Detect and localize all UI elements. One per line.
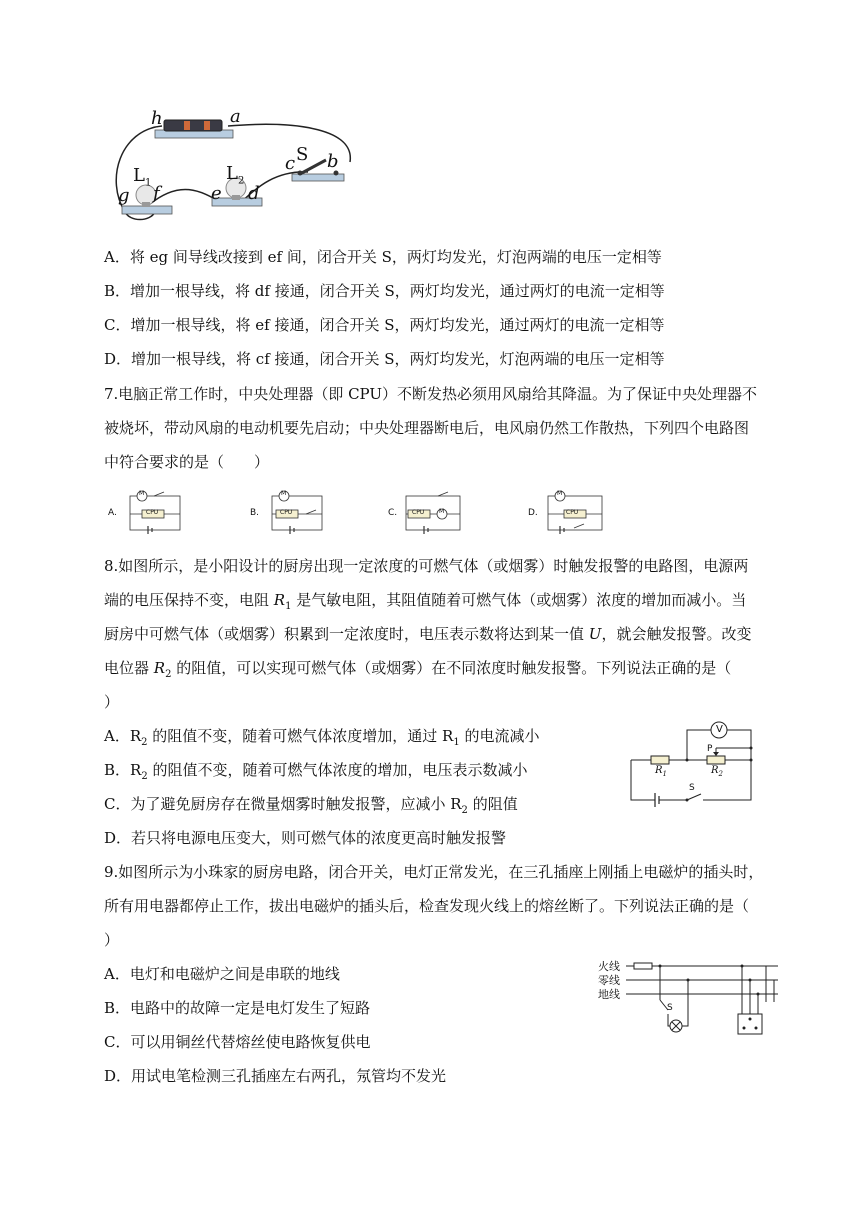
q6-label-b: b xyxy=(327,151,339,172)
q7-circuit-d-label: D. xyxy=(528,508,538,518)
q8-voltmeter-label: V xyxy=(716,724,723,735)
q7-circuit-d xyxy=(528,488,608,538)
q9-option-a: A．电灯和电磁炉之间是串联的地线 xyxy=(104,965,340,983)
q6-label-g: g xyxy=(118,185,130,206)
q7-circuit-c-motor: M xyxy=(439,508,445,515)
q6-label-e: e xyxy=(211,183,222,204)
q8-stem-line-2: 端的电压保持不变，电阻 $R_1$ 是气敏电阻，其阻值随着可燃气体（或烟雾）浓度的增加而减小。当 xyxy=(104,591,747,612)
q8-r2-label: $R_2$ xyxy=(711,765,723,778)
q6-option-a: A．将 eg 间导线改接到 ef 间，闭合开关 S，两灯均发光，灯泡两端的电压一定相等 xyxy=(104,248,662,266)
q6-option-b: B．增加一根导线，将 df 接通，闭合开关 S，两灯均发光，通过两灯的电流一定相等 xyxy=(104,282,665,300)
q9-neutral-wire-label: 零线 xyxy=(598,974,620,987)
q6-option-c: C．增加一根导线，将 ef 接通，闭合开关 S，两灯均发光，通过两灯的电流一定相等 xyxy=(104,316,665,334)
q8-switch-label: S xyxy=(689,783,695,793)
q8-option-a: A．$R_2$ 的阻值不变，随着可燃气体浓度增加，通过 $R_1$ 的电流减小 xyxy=(104,727,540,748)
q7-circuit-b xyxy=(250,488,330,538)
q7-circuit-b-motor: M xyxy=(281,490,287,497)
q6-label-f: f xyxy=(153,183,160,204)
q6-label-a: a xyxy=(230,106,241,127)
q7-circuit-d-cpu: CPU xyxy=(566,509,579,516)
q8-r1-label: $R_1$ xyxy=(655,765,667,778)
q7-circuit-d-motor: M xyxy=(557,490,563,497)
q8-slider-label: P xyxy=(707,744,713,754)
q7-circuit-a-label: A. xyxy=(108,508,117,518)
q6-label-l2: $L_2$ xyxy=(226,163,245,187)
q8-stem-line-1: 8.如图所示，是小阳设计的厨房出现一定浓度的可燃气体（或烟雾）时触发报警的电路图，电源两 xyxy=(104,557,749,575)
q6-label-c: c xyxy=(285,153,296,174)
q9-option-b: B．电路中的故障一定是电灯发生了短路 xyxy=(104,999,371,1017)
q7-circuit-a xyxy=(108,488,188,538)
q9-household-circuit-figure xyxy=(626,958,781,1042)
q6-label-l1: $L_1$ xyxy=(133,165,152,189)
q7-stem-line-2: 被烧坏，带动风扇的电动机要先启动；中央处理器断电后，电风扇仍然工作散热，下列四个电路图 xyxy=(104,419,750,437)
q7-stem-line-1: 7.电脑正常工作时，中央处理器（即 CPU）不断发热必须用风扇给其降温。为了保证中央处理器不 xyxy=(104,385,758,403)
q9-stem-line-1: 9.如图所示为小珠家的厨房电路，闭合开关，电灯正常发光，在三孔插座上刚插上电磁炉的插头时， xyxy=(104,863,764,881)
q6-option-d: D．增加一根导线，将 cf 接通，闭合开关 S，两灯均发光，灯泡两端的电压一定相等 xyxy=(104,350,665,368)
q7-stem-line-3: 中符合要求的是（ ） xyxy=(104,453,270,471)
q7-circuit-c-cpu: CPU xyxy=(412,509,425,516)
q7-circuit-a-motor: M xyxy=(139,490,145,497)
q7-circuit-a-cpu: CPU xyxy=(146,509,159,516)
q8-option-b: B．$R_2$ 的阻值不变，随着可燃气体浓度的增加，电压表示数减小 xyxy=(104,761,528,782)
q9-ground-wire-label: 地线 xyxy=(598,988,620,1001)
q9-stem-line-2: 所有用电器都停止工作，拔出电磁炉的插头后，检查发现火线上的熔丝断了。下列说法正确的是（ xyxy=(104,897,750,915)
q8-stem-line-5: ） xyxy=(104,693,120,711)
q8-stem-line-3: 厨房中可燃气体（或烟雾）积累到一定浓度时，电压表示数将达到某一值 U，就会触发报警。改变 xyxy=(104,625,752,643)
q9-switch-label: S xyxy=(667,1003,673,1013)
q8-circuit-figure xyxy=(625,718,760,808)
q8-stem-line-4: 电位器 $R_2$ 的阻值，可以实现可燃气体（或烟雾）在不同浓度时触发报警。下列说法正确的是（ xyxy=(104,659,732,680)
q6-label-d: d xyxy=(248,183,260,204)
q8-option-c: C．为了避免厨房存在微量烟雾时触发报警，应减小 $R_2$ 的阻值 xyxy=(104,795,518,816)
q8-option-d: D．若只将电源电压变大，则可燃气体的浓度更高时触发报警 xyxy=(104,829,507,847)
q9-option-d: D．用试电笔检测三孔插座左右两孔，氖管均不发光 xyxy=(104,1067,447,1085)
q7-circuit-c-label: C. xyxy=(388,508,398,518)
q9-live-wire-label: 火线 xyxy=(598,960,620,973)
q7-circuit-b-cpu: CPU xyxy=(280,509,293,516)
q6-label-h: h xyxy=(151,108,163,129)
q9-option-c: C．可以用铜丝代替熔丝使电路恢复供电 xyxy=(104,1033,371,1051)
q7-circuit-c xyxy=(388,488,468,538)
q6-label-s: S xyxy=(296,144,309,165)
q9-stem-line-3: ） xyxy=(104,931,120,949)
q7-circuit-b-label: B. xyxy=(250,508,260,518)
